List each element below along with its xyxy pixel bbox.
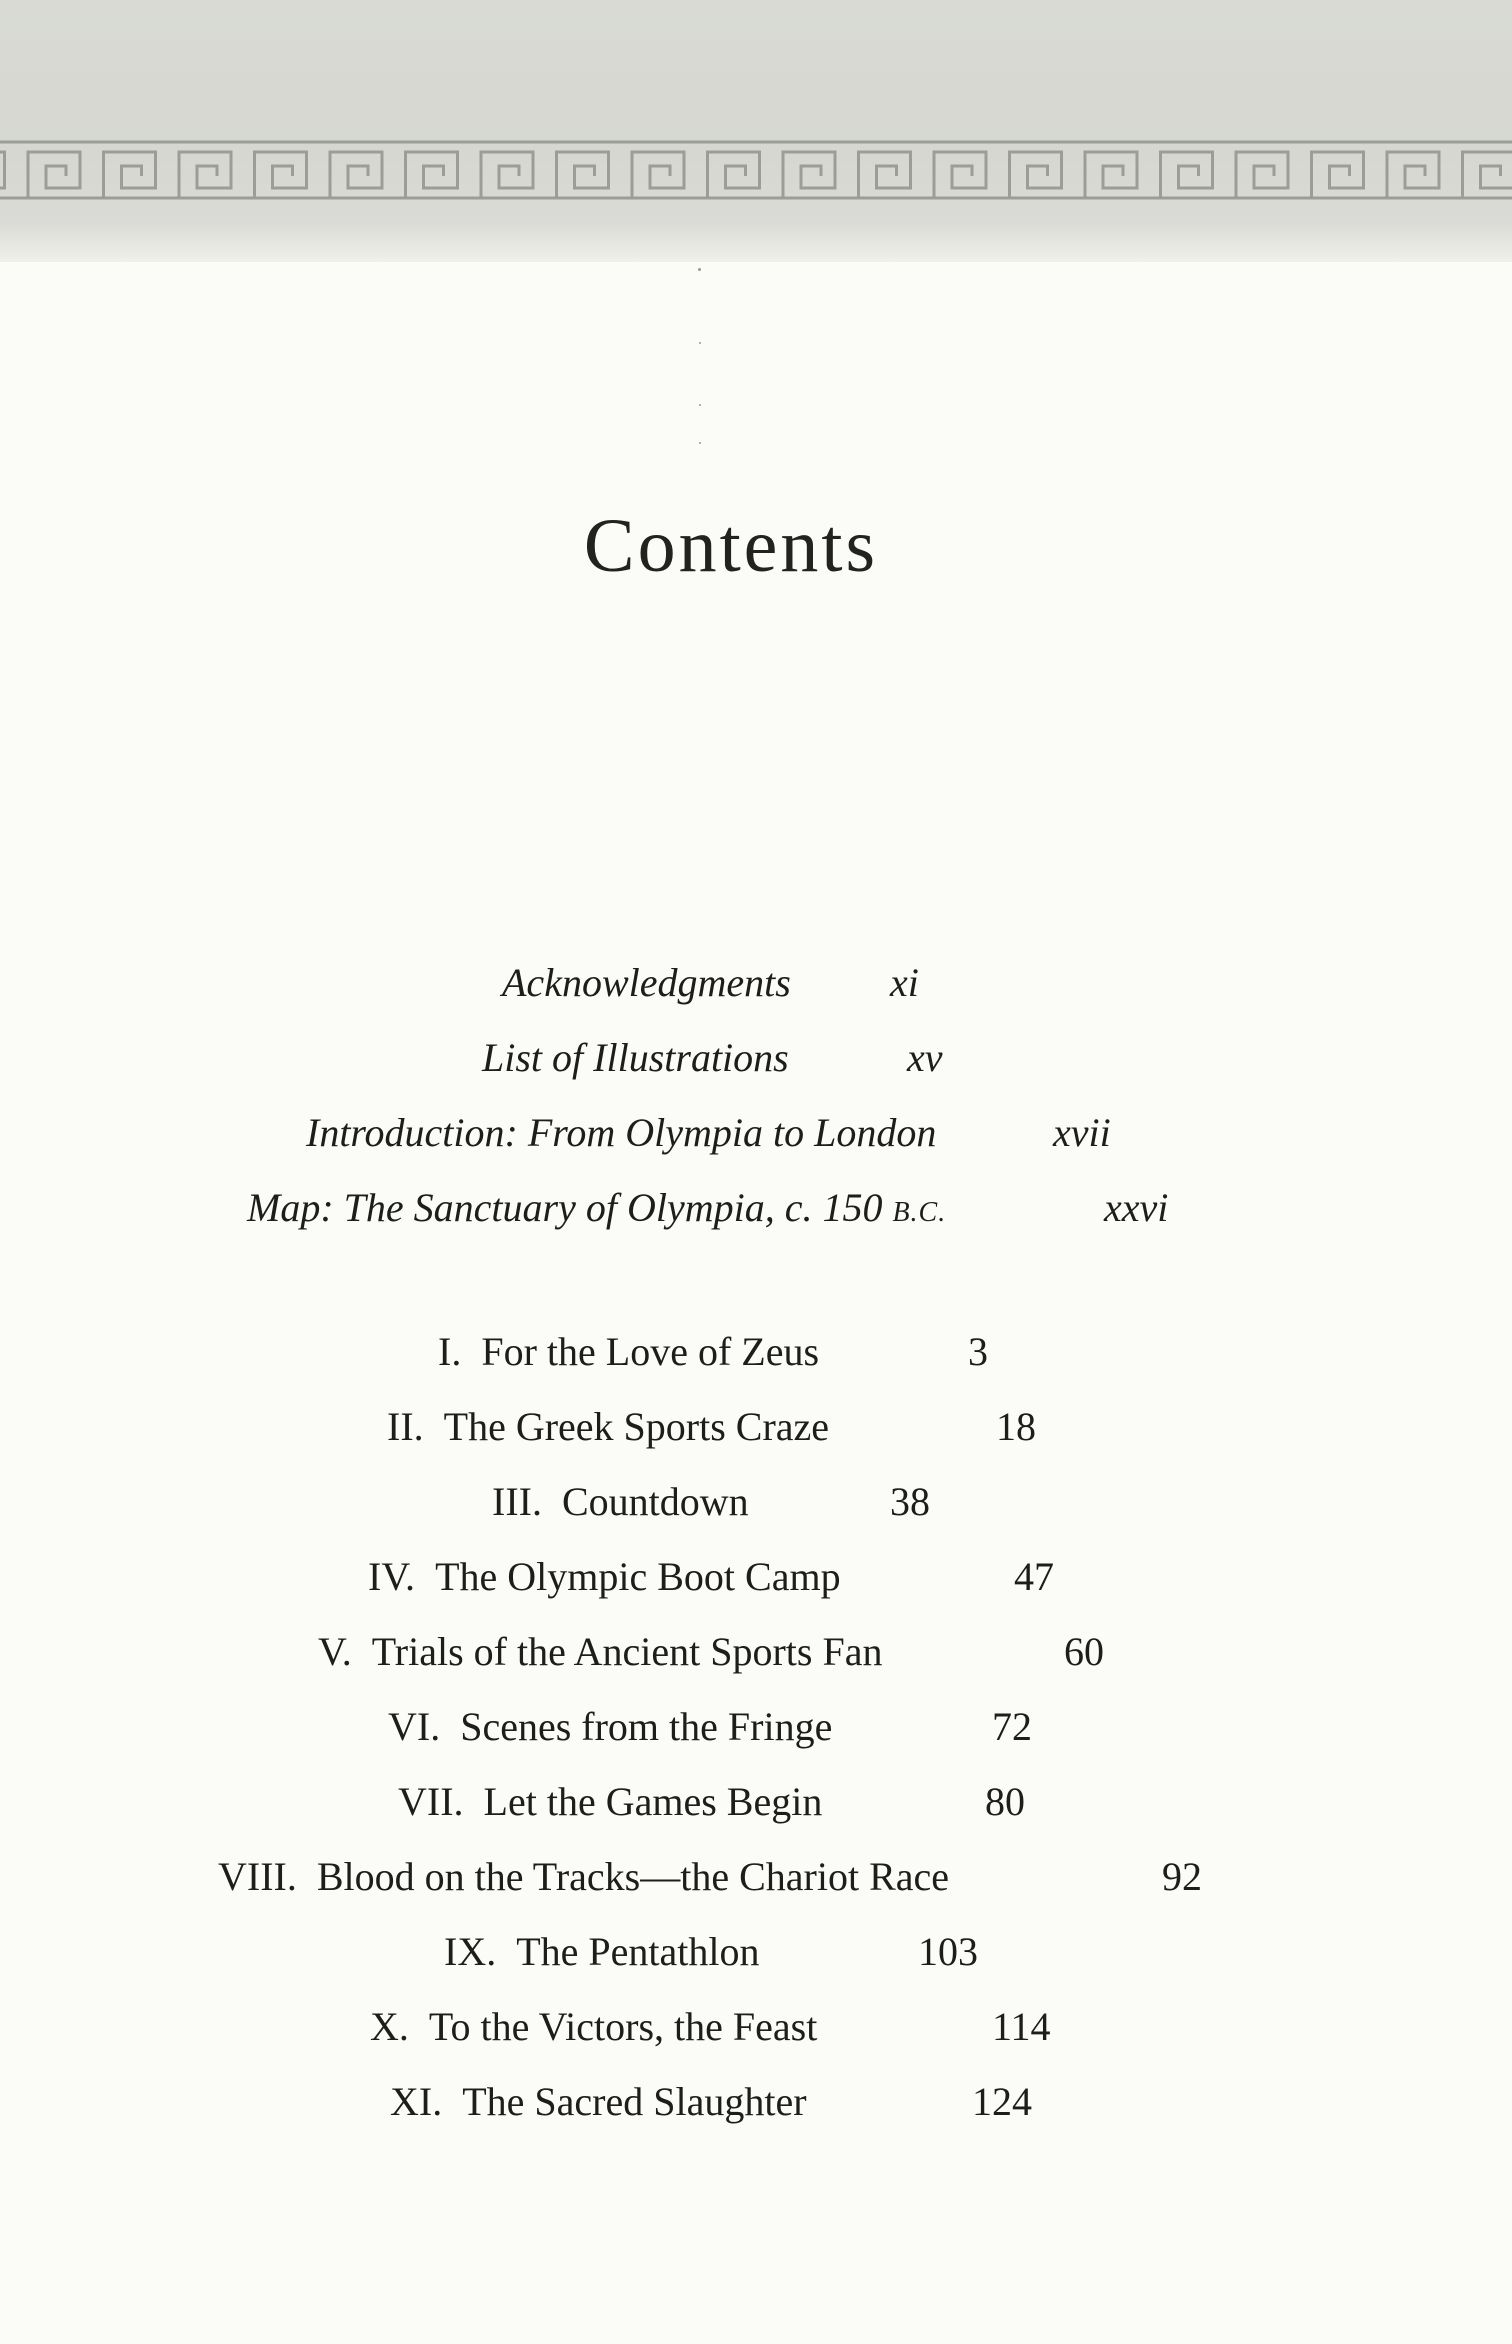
chapter-title: Scenes from the Fringe (460, 1704, 833, 1749)
chapter-label (398, 1772, 822, 1832)
chapter-page: 72 (992, 1704, 1032, 1749)
chapter-page: 103 (918, 1929, 978, 1974)
chapter-number: III. (492, 1479, 542, 1524)
chapter-label (438, 1322, 819, 1382)
chapter-page: 47 (1014, 1554, 1054, 1599)
chapter-label (387, 1397, 829, 1457)
chapter-label (318, 1622, 882, 1682)
greek-key-pattern-icon (0, 138, 1512, 204)
toc-entry-title: Introduction: From Olympia to London (306, 1110, 937, 1155)
chapter-title: The Olympic Boot Camp (435, 1554, 841, 1599)
chapter-label (492, 1472, 749, 1532)
chapter-page: 38 (890, 1479, 930, 1524)
chapter-number: V. (318, 1629, 352, 1674)
toc-entry-acknowledgments[interactable] (0, 953, 1512, 1013)
decorative-dots (690, 262, 710, 462)
chapter-label (368, 1547, 841, 1607)
chapter-number: XI. (390, 2079, 443, 2124)
chapter-page: 114 (992, 2004, 1051, 2049)
chapter-title: To the Victors, the Feast (428, 2004, 818, 2049)
chapter-number: VIII. (218, 1854, 297, 1899)
chapter-page: 3 (968, 1329, 988, 1374)
chapter-label (390, 2072, 807, 2132)
chapter-number: X. (370, 2004, 409, 2049)
chapter-page: 18 (996, 1404, 1036, 1449)
toc-entry-page: xi (890, 960, 919, 1005)
toc-chapter-8[interactable] (0, 1847, 1512, 1907)
toc-chapter-11[interactable] (0, 2072, 1512, 2132)
chapter-page: 124 (972, 2079, 1032, 2124)
toc-entry-title (247, 1178, 946, 1243)
chapter-title: Trials of the Ancient Sports Fan (371, 1629, 883, 1674)
toc-entry-list-of-illustrations[interactable] (0, 1028, 1512, 1088)
toc-chapter-10[interactable] (0, 1997, 1512, 2057)
chapter-page: 80 (985, 1779, 1025, 1824)
chapter-number: II. (387, 1404, 424, 1449)
toc-entry-map[interactable] (0, 1178, 1512, 1238)
chapter-title: Let the Games Begin (483, 1779, 823, 1824)
chapter-label (388, 1697, 832, 1757)
toc-entry-introduction[interactable] (0, 1103, 1512, 1163)
chapter-title: Countdown (561, 1479, 749, 1524)
chapter-label (218, 1847, 949, 1907)
chapter-number: IX. (444, 1929, 497, 1974)
page-title: Contents (583, 503, 879, 588)
toc-entry-title-main: Map: The Sanctuary of Olympia, c. 150 (247, 1185, 893, 1230)
chapter-number: VI. (388, 1704, 441, 1749)
chapter-number: VII. (398, 1779, 464, 1824)
chapter-label (370, 1997, 817, 2057)
toc-chapter-9[interactable] (0, 1922, 1512, 1982)
toc-entry-page: xv (907, 1035, 943, 1080)
toc-chapter-3[interactable] (0, 1472, 1512, 1532)
toc-entry-title: Acknowledgments (502, 960, 791, 1005)
chapter-title: The Sacred Slaughter (462, 2079, 807, 2124)
toc-chapter-1[interactable] (0, 1322, 1512, 1382)
toc-entry-page: xvii (1053, 1110, 1111, 1155)
greek-key-border (0, 0, 1512, 262)
toc-chapter-2[interactable] (0, 1397, 1512, 1457)
toc-chapter-7[interactable] (0, 1772, 1512, 1832)
toc-entry-page: xxvi (1104, 1185, 1169, 1230)
toc-entry-title: List of Illustrations (482, 1035, 789, 1080)
chapter-title: The Pentathlon (516, 1929, 760, 1974)
chapter-label (444, 1922, 760, 1982)
chapter-page: 60 (1064, 1629, 1104, 1674)
toc-entry-title-era: B.C. (892, 1197, 947, 1228)
chapter-title: Blood on the Tracks—the Chariot Race (316, 1854, 950, 1899)
toc-chapter-6[interactable] (0, 1697, 1512, 1757)
toc-chapter-4[interactable] (0, 1547, 1512, 1607)
chapter-title: For the Love of Zeus (481, 1329, 820, 1374)
chapter-number: IV. (368, 1554, 416, 1599)
chapter-page: 92 (1162, 1854, 1202, 1899)
chapter-title: The Greek Sports Craze (443, 1404, 830, 1449)
toc-chapter-5[interactable] (0, 1622, 1512, 1682)
chapter-number: I. (438, 1329, 462, 1374)
